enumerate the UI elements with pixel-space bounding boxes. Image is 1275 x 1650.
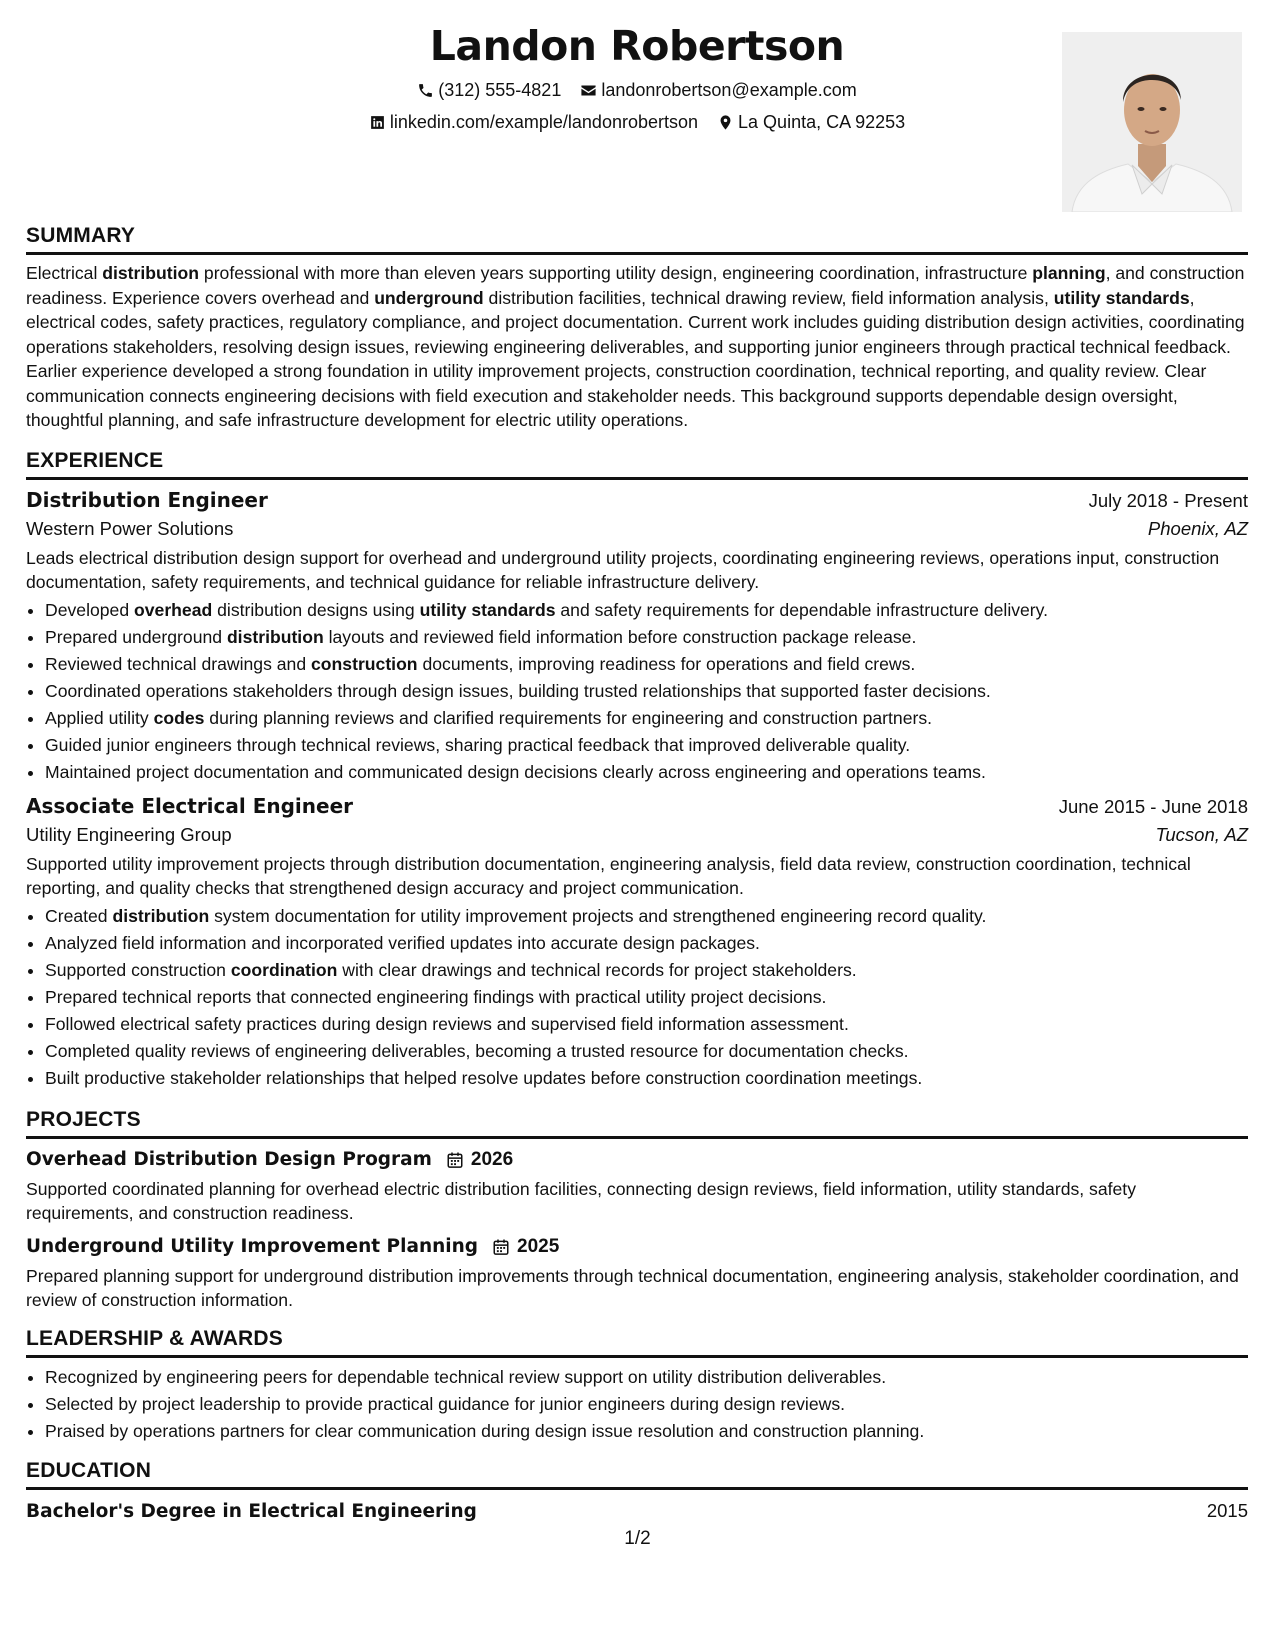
job-subheader bbox=[26, 824, 1248, 846]
bold-keyword: utility standards bbox=[1053, 287, 1190, 308]
leadership-heading: LEADERSHIP & AWARDS bbox=[26, 1327, 1248, 1358]
text-segment: layouts and reviewed field information before construction package release. bbox=[323, 626, 917, 647]
text-segment: with clear drawings and technical records for project stakeholders. bbox=[337, 959, 857, 980]
location-contact bbox=[717, 112, 905, 133]
leadership-section bbox=[26, 1327, 1248, 1445]
calendar-icon bbox=[492, 1238, 510, 1256]
phone-text: (312) 555-4821 bbox=[438, 80, 562, 100]
text-segment: documents, improving readiness for operations and field crews. bbox=[417, 653, 916, 674]
phone-icon bbox=[417, 82, 434, 99]
text-segment: Reviewed technical drawings and bbox=[45, 653, 312, 674]
bold-keyword: distribution bbox=[102, 263, 200, 283]
bold-keyword: codes bbox=[153, 707, 205, 728]
job-entry bbox=[26, 794, 1248, 1092]
text-segment: Electrical bbox=[26, 263, 103, 283]
list-item bbox=[45, 903, 1248, 930]
linkedin-icon bbox=[369, 114, 386, 131]
calendar-icon bbox=[446, 1151, 464, 1169]
project-title: Overhead Distribution Design Program bbox=[26, 1149, 432, 1170]
project-description: Prepared planning support for underground distribution improvements through technical documentation, engineering analysis, stakeholder coordination, and review of construction information. bbox=[26, 1265, 1239, 1310]
project-entry bbox=[26, 1236, 1248, 1313]
job-title: Distribution Engineer bbox=[26, 487, 268, 512]
text-segment: Prepared technical reports that connected engineering findings with practical utility project decisions. bbox=[45, 986, 827, 1007]
text-segment: distribution designs using bbox=[212, 599, 420, 620]
projects-heading: PROJECTS bbox=[26, 1108, 1248, 1139]
text-segment: Supported construction bbox=[45, 959, 231, 980]
project-year: 2025 bbox=[517, 1235, 560, 1257]
bold-keyword: utility standards bbox=[419, 599, 556, 620]
job-location: Tucson, AZ bbox=[1155, 823, 1248, 845]
text-segment: and safety requirements for dependable infrastructure delivery. bbox=[555, 599, 1049, 620]
bold-keyword: distribution bbox=[112, 905, 210, 926]
job-entry bbox=[26, 488, 1248, 786]
list-item bbox=[45, 624, 1248, 651]
job-company: Western Power Solutions bbox=[26, 517, 234, 539]
summary-section bbox=[26, 224, 1248, 433]
list-item bbox=[45, 957, 1248, 984]
text-segment: distribution facilities, technical drawing review, field information analysis, bbox=[483, 287, 1054, 308]
bold-keyword: underground bbox=[374, 287, 484, 308]
text-segment: professional with more than eleven years supporting utility design, engineering coordination, infrastructure bbox=[199, 263, 1033, 283]
summary-heading: SUMMARY bbox=[26, 224, 1248, 255]
education-degree: Bachelor's Degree in Electrical Engineering bbox=[26, 1500, 477, 1522]
list-item bbox=[45, 1011, 1248, 1038]
email-contact[interactable] bbox=[580, 80, 856, 101]
job-header bbox=[26, 794, 1248, 818]
list-item bbox=[45, 678, 1248, 705]
list-item bbox=[45, 705, 1248, 732]
summary-paragraph bbox=[26, 261, 1248, 433]
bold-keyword: overhead bbox=[134, 599, 213, 620]
text-segment: , and construction readiness. Experience covers overhead and bbox=[26, 263, 1245, 308]
education-heading: EDUCATION bbox=[26, 1459, 1248, 1490]
job-dates: July 2018 - Present bbox=[1088, 489, 1248, 511]
text-segment: Applied utility bbox=[45, 707, 154, 728]
project-title: Underground Utility Improvement Planning bbox=[26, 1236, 479, 1257]
text-segment: Guided junior engineers through technical reviews, sharing practical feedback that improved deliverable quality. bbox=[45, 734, 911, 755]
text-segment: Built productive stakeholder relationships that helped resolve updates before construction coordination meetings. bbox=[45, 1067, 923, 1088]
leadership-bullets bbox=[26, 1364, 1248, 1445]
bold-keyword: construction bbox=[311, 653, 418, 674]
job-header bbox=[26, 488, 1248, 512]
list-item bbox=[45, 759, 1248, 786]
education-section bbox=[26, 1459, 1248, 1522]
experience-section bbox=[26, 449, 1248, 1092]
project-header bbox=[26, 1149, 1248, 1171]
linkedin-contact[interactable] bbox=[369, 112, 698, 133]
list-item: • Recognized by engineering peers for dependable technical review support on utility distribution deliverables. bbox=[45, 1364, 1248, 1391]
page-number: 1/2 bbox=[624, 1528, 651, 1549]
list-item: • Selected by project leadership to provide practical guidance for junior engineers during design reviews. bbox=[45, 1391, 1248, 1418]
list-item bbox=[45, 732, 1248, 759]
job-bullets bbox=[26, 597, 1248, 786]
text-segment: Created bbox=[45, 905, 113, 926]
experience-heading: EXPERIENCE bbox=[26, 449, 1248, 480]
job-description: Supported utility improvement projects through distribution documentation, engineering analysis, field data review, construction coordination, technical reporting, and quality checks that strengthened design accuracy and project communication. bbox=[26, 853, 1191, 898]
phone-contact bbox=[417, 80, 561, 101]
list-item bbox=[45, 984, 1248, 1011]
education-entry bbox=[26, 1500, 1248, 1522]
bold-keyword: coordination bbox=[230, 959, 338, 980]
linkedin-text[interactable]: linkedin.com/example/landonrobertson bbox=[389, 112, 699, 132]
location-text: La Quinta, CA 92253 bbox=[738, 112, 906, 132]
resume-page bbox=[26, 0, 1248, 1522]
resume-header bbox=[26, 0, 1248, 224]
project-entry bbox=[26, 1149, 1248, 1226]
map-pin-icon bbox=[717, 114, 734, 131]
profile-photo-illustration bbox=[1062, 32, 1242, 212]
text-segment: Coordinated operations stakeholders through design issues, building trusted relationships that supported faster decisions. bbox=[45, 680, 991, 701]
bold-keyword: distribution bbox=[226, 626, 324, 647]
job-subheader bbox=[26, 518, 1248, 540]
text-segment: Completed quality reviews of engineering deliverables, becoming a trusted resource for documentation checks. bbox=[45, 1040, 909, 1061]
text-segment: during planning reviews and clarified requirements for engineering and construction partners. bbox=[204, 707, 933, 728]
projects-section bbox=[26, 1108, 1248, 1313]
job-bullets bbox=[26, 903, 1248, 1092]
text-segment: Analyzed field information and incorporated verified updates into accurate design packages. bbox=[45, 932, 760, 953]
text-segment: Maintained project documentation and communicated design decisions clearly across engineering and operations teams. bbox=[45, 761, 986, 782]
envelope-icon bbox=[580, 82, 597, 99]
list-item bbox=[45, 1038, 1248, 1065]
project-date bbox=[492, 1236, 559, 1258]
text-segment: Followed electrical safety practices during design reviews and supervised field information assessment. bbox=[45, 1013, 849, 1034]
job-description: Leads electrical distribution design support for overhead and underground utility projects, coordinating engineering reviews, operations input, construction documentation, safety requirements, and technical guidance for reliable infrastructure delivery. bbox=[26, 547, 1220, 592]
email-text[interactable]: landonrobertson@example.com bbox=[601, 80, 857, 100]
text-segment: system documentation for utility improvement projects and strengthened engineering record quality. bbox=[209, 905, 987, 926]
list-item bbox=[45, 651, 1248, 678]
job-company: Utility Engineering Group bbox=[26, 823, 232, 845]
bold-keyword: planning bbox=[1032, 263, 1106, 283]
candidate-name: Landon Robertson bbox=[429, 22, 845, 70]
project-header bbox=[26, 1236, 1248, 1258]
list-item bbox=[45, 930, 1248, 957]
job-location: Phoenix, AZ bbox=[1147, 517, 1248, 539]
text-segment: Developed bbox=[45, 599, 135, 620]
list-item: • Praised by operations partners for clear communication during design issue resolution and construction planning. bbox=[45, 1418, 1248, 1445]
job-dates: June 2015 - June 2018 bbox=[1058, 795, 1248, 817]
project-year: 2026 bbox=[470, 1148, 514, 1170]
text-segment: Prepared underground bbox=[45, 626, 227, 647]
text-segment: , electrical codes, safety practices, regulatory compliance, and project documentation. Current work includes guiding distribution design activities, coordinating operations stakeholders, resolving design issues, reviewing engineering deliverables, and supporting junior engineers through practical technical feedback. Earlier experience developed a strong foundation in utility improvement projects, construction coordination, technical reporting, and quality review. Clear communication connects engineering decisions with field execution and stakeholder needs. This background supports dependable design oversight, thoughtful planning, and safe infrastructure development for electric utility operations. bbox=[26, 287, 1245, 430]
list-item bbox=[45, 1065, 1248, 1092]
list-item bbox=[45, 597, 1248, 624]
job-title: Associate Electrical Engineer bbox=[26, 793, 354, 818]
project-description: Supported coordinated planning for overhead electric distribution facilities, connecting design reviews, field information, utility standards, safety requirements, and construction readiness. bbox=[26, 1178, 1136, 1223]
profile-photo bbox=[1062, 32, 1242, 212]
education-year: 2015 bbox=[1206, 1499, 1248, 1521]
project-date bbox=[446, 1149, 513, 1171]
